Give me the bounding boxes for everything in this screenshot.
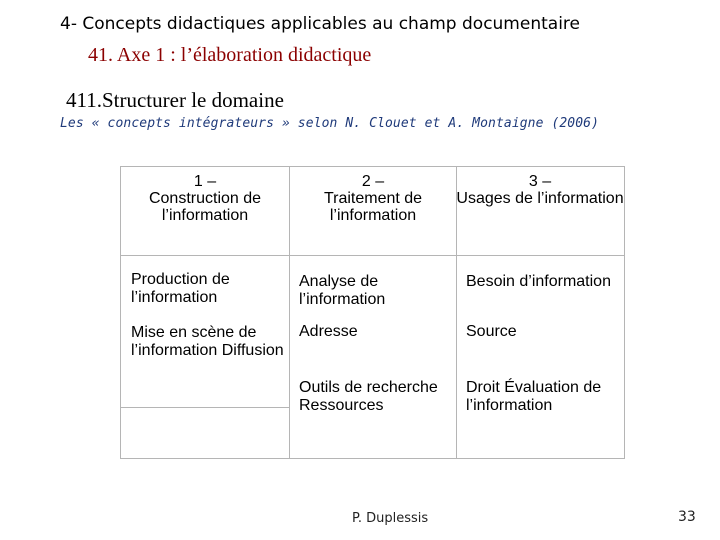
column-header-3 bbox=[456, 173, 624, 207]
column-title: Construction de l’information bbox=[148, 190, 262, 224]
column-header-1 bbox=[121, 173, 289, 224]
table-cell: Analyse de l’information bbox=[299, 273, 386, 308]
slide-header: 4- Concepts didactiques applicables au champ documentaire bbox=[60, 14, 580, 34]
caption: Les « concepts intégrateurs » selon N. Clouet et A. Montaigne (2006) bbox=[60, 116, 600, 131]
table-cell: Droit Évaluation de l’information bbox=[466, 379, 602, 414]
row-divider bbox=[121, 407, 289, 408]
table-cell: Adresse bbox=[299, 323, 358, 340]
column-header-2 bbox=[289, 173, 457, 224]
subsection-title: 411.Structurer le domaine bbox=[66, 88, 284, 112]
page-number: 33 bbox=[678, 509, 696, 525]
table-cell: Outils de recherche Ressources bbox=[299, 379, 438, 414]
table-cell: Source bbox=[466, 323, 517, 340]
column-title: Usages de l’information bbox=[456, 190, 624, 207]
column-number: 1 – bbox=[193, 173, 217, 190]
footer-author: P. Duplessis bbox=[352, 511, 429, 526]
header-row-divider bbox=[121, 255, 624, 256]
concepts-table bbox=[120, 166, 625, 459]
table-cell: Mise en scène de l’information Diffusion bbox=[131, 324, 284, 359]
column-number: 3 – bbox=[528, 173, 552, 190]
table-cell: Production de l’information bbox=[131, 271, 230, 306]
column-title: Traitement de l’information bbox=[323, 190, 423, 224]
section-title: 41. Axe 1 : l’élaboration didactique bbox=[88, 44, 372, 66]
column-number: 2 – bbox=[361, 173, 385, 190]
table-cell: Besoin d’information bbox=[466, 273, 611, 290]
